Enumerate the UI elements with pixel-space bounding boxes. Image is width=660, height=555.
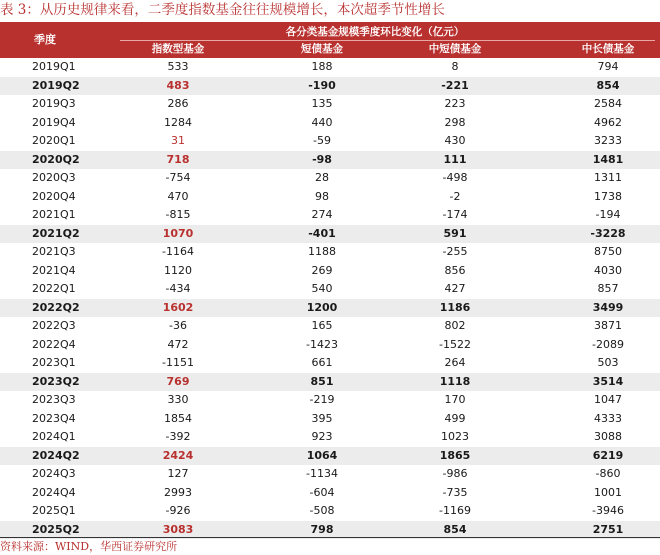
cell-short-bond: 269: [311, 263, 333, 277]
cell-index-fund: 286: [167, 97, 189, 110]
cell-quarter: 2021Q3: [32, 245, 76, 258]
cell-mid-short-bond: 802: [444, 319, 466, 332]
header-col-mid-long-bond: 中长债基金: [581, 43, 635, 55]
table-row: [0, 447, 660, 466]
header-col-short-bond: 短债基金: [301, 43, 343, 55]
cell-quarter: 2021Q4: [32, 263, 76, 277]
cell-mid-short-bond: -498: [442, 171, 468, 184]
cell-index-fund: -926: [165, 504, 191, 517]
cell-quarter: 2023Q3: [32, 393, 76, 406]
cell-short-bond: 661: [311, 356, 333, 369]
cell-quarter: 2022Q4: [32, 337, 76, 351]
cell-index-fund: 483: [166, 78, 190, 92]
cell-mid-long-bond: -3946: [592, 504, 624, 517]
cell-short-bond: -508: [309, 504, 335, 517]
cell-index-fund: 470: [167, 189, 189, 203]
cell-quarter: 2021Q1: [32, 208, 76, 221]
table-row: [0, 465, 660, 484]
cell-index-fund: 1070: [162, 226, 194, 240]
cell-mid-short-bond: -1169: [439, 504, 471, 517]
cell-index-fund: 330: [167, 393, 189, 406]
table-row: [0, 317, 660, 336]
table-title: 表 3：从历史规律来看，二季度指数基金往往规模增长，本次超季节性增长: [0, 2, 445, 18]
cell-mid-long-bond: 3871: [594, 319, 622, 332]
cell-quarter: 2020Q1: [32, 134, 76, 147]
cell-mid-long-bond: -3228: [590, 226, 626, 240]
cell-mid-short-bond: 1186: [439, 300, 471, 314]
cell-mid-short-bond: -735: [442, 485, 468, 499]
cell-quarter: 2023Q2: [32, 374, 80, 388]
cell-index-fund: 718: [166, 152, 190, 166]
source-note: 资料来源：WIND，华西证券研究所: [0, 540, 178, 553]
cell-mid-short-bond: 591: [443, 226, 467, 240]
cell-mid-long-bond: 4333: [594, 411, 622, 425]
cell-short-bond: 1200: [306, 300, 338, 314]
cell-index-fund: 31: [171, 134, 185, 147]
table-row: [0, 95, 660, 114]
table-row: [0, 262, 660, 281]
cell-short-bond: 188: [311, 60, 333, 73]
cell-quarter: 2020Q3: [32, 171, 76, 184]
cell-index-fund: 1854: [164, 411, 192, 425]
cell-index-fund: 1120: [164, 263, 192, 277]
table-row: [0, 373, 660, 392]
cell-quarter: 2022Q3: [32, 319, 76, 332]
cell-quarter: 2019Q4: [32, 115, 76, 129]
cell-mid-short-bond: 1118: [439, 374, 471, 388]
cell-mid-long-bond: 3233: [594, 134, 622, 147]
cell-short-bond: -59: [313, 134, 331, 147]
cell-mid-short-bond: 1865: [439, 448, 471, 462]
cell-index-fund: -1164: [162, 245, 194, 258]
table-row: [0, 391, 660, 410]
table-row: [0, 336, 660, 355]
header-group: 各分类基金规模季度环比变化（亿元）: [285, 26, 465, 38]
cell-mid-long-bond: 854: [596, 78, 620, 92]
cell-mid-short-bond: 854: [443, 522, 467, 536]
cell-index-fund: -434: [165, 282, 191, 295]
cell-index-fund: -36: [169, 319, 187, 332]
cell-index-fund: 3083: [162, 522, 194, 536]
cell-index-fund: -392: [165, 430, 191, 443]
cell-short-bond: 1188: [308, 245, 336, 258]
cell-mid-long-bond: 2751: [592, 522, 624, 536]
table-row: [0, 132, 660, 151]
cell-mid-short-bond: -2: [449, 189, 461, 203]
cell-quarter: 2023Q1: [32, 356, 76, 369]
table-row: [0, 188, 660, 207]
cell-quarter: 2024Q3: [32, 467, 76, 480]
cell-index-fund: 1284: [164, 115, 192, 129]
cell-short-bond: -401: [308, 226, 336, 240]
cell-short-bond: -98: [312, 152, 332, 166]
cell-quarter: 2022Q1: [32, 282, 76, 295]
table-row: [0, 280, 660, 299]
cell-mid-short-bond: 430: [444, 134, 466, 147]
cell-quarter: 2019Q1: [32, 60, 76, 73]
cell-mid-long-bond: 2584: [594, 97, 622, 110]
cell-short-bond: 28: [315, 171, 329, 184]
table-row: [0, 428, 660, 447]
cell-mid-long-bond: 794: [597, 60, 619, 73]
cell-mid-short-bond: 427: [444, 282, 466, 295]
cell-short-bond: -1423: [306, 337, 338, 351]
cell-mid-long-bond: -860: [595, 467, 621, 480]
table-row: [0, 114, 660, 133]
cell-quarter: 2019Q2: [32, 78, 80, 92]
cell-mid-short-bond: -1522: [439, 337, 471, 351]
cell-index-fund: 472: [167, 337, 189, 351]
table-row: [0, 58, 660, 77]
table-header: [0, 22, 660, 58]
cell-mid-short-bond: -255: [442, 245, 468, 258]
cell-mid-long-bond: 3514: [592, 374, 624, 388]
cell-mid-short-bond: 111: [443, 152, 467, 166]
cell-short-bond: -604: [309, 485, 335, 499]
cell-short-bond: 274: [311, 208, 333, 221]
table-body: [0, 58, 660, 539]
cell-mid-short-bond: -221: [441, 78, 469, 92]
cell-short-bond: 165: [311, 319, 333, 332]
table-row: [0, 410, 660, 429]
cell-index-fund: -815: [165, 208, 191, 221]
table-row: [0, 206, 660, 225]
cell-mid-short-bond: 499: [444, 411, 466, 425]
cell-mid-short-bond: 170: [444, 393, 466, 406]
table-row: [0, 354, 660, 373]
header-col-mid-short-bond: 中短债基金: [428, 43, 482, 55]
cell-mid-long-bond: 1311: [594, 171, 622, 184]
cell-quarter: 2025Q1: [32, 504, 76, 517]
cell-short-bond: 798: [310, 522, 334, 536]
cell-mid-short-bond: -174: [442, 208, 468, 221]
cell-index-fund: 1602: [162, 300, 194, 314]
cell-short-bond: -190: [308, 78, 336, 92]
cell-mid-long-bond: 4030: [594, 263, 622, 277]
cell-index-fund: 127: [167, 467, 189, 480]
cell-mid-long-bond: 6219: [592, 448, 624, 462]
cell-quarter: 2024Q4: [32, 485, 76, 499]
table-row: [0, 299, 660, 318]
cell-short-bond: 851: [310, 374, 334, 388]
cell-quarter: 2019Q3: [32, 97, 76, 110]
cell-quarter: 2020Q4: [32, 189, 76, 203]
cell-mid-short-bond: 223: [444, 97, 466, 110]
cell-index-fund: -1151: [162, 356, 194, 369]
cell-quarter: 2021Q2: [32, 226, 80, 240]
cell-mid-short-bond: 1023: [441, 430, 469, 443]
cell-mid-long-bond: 503: [597, 356, 619, 369]
cell-mid-long-bond: 3088: [594, 430, 622, 443]
cell-index-fund: -754: [165, 171, 191, 184]
cell-index-fund: 2424: [162, 448, 194, 462]
cell-mid-short-bond: 8: [451, 60, 459, 73]
cell-quarter: 2023Q4: [32, 411, 76, 425]
header-col-index-fund: 指数型基金: [151, 43, 205, 55]
cell-short-bond: 1064: [306, 448, 338, 462]
cell-quarter: 2024Q2: [32, 448, 80, 462]
table-row: [0, 169, 660, 188]
cell-mid-short-bond: 264: [444, 356, 466, 369]
cell-mid-long-bond: 1047: [594, 393, 622, 406]
cell-mid-long-bond: -194: [595, 208, 621, 221]
table-row: [0, 243, 660, 262]
cell-index-fund: 2993: [164, 485, 192, 499]
cell-mid-long-bond: 1738: [594, 189, 622, 203]
cell-quarter: 2025Q2: [32, 522, 80, 536]
table-row: [0, 151, 660, 170]
cell-mid-long-bond: 8750: [594, 245, 622, 258]
cell-mid-short-bond: 856: [444, 263, 466, 277]
cell-quarter: 2022Q2: [32, 300, 80, 314]
cell-mid-long-bond: 1001: [594, 485, 622, 499]
table-row: [0, 484, 660, 503]
cell-short-bond: 540: [311, 282, 333, 295]
cell-mid-long-bond: 1481: [592, 152, 624, 166]
cell-quarter: 2024Q1: [32, 430, 76, 443]
table-row: [0, 77, 660, 96]
cell-index-fund: 533: [167, 60, 189, 73]
cell-index-fund: 769: [166, 374, 190, 388]
cell-mid-long-bond: 4962: [594, 115, 622, 129]
table-row: [0, 225, 660, 244]
cell-short-bond: 135: [311, 97, 333, 110]
cell-short-bond: 98: [315, 189, 329, 203]
table-row: [0, 502, 660, 521]
cell-mid-short-bond: -986: [442, 467, 468, 480]
cell-short-bond: 395: [311, 411, 333, 425]
cell-mid-long-bond: 3499: [592, 300, 624, 314]
cell-short-bond: -219: [309, 393, 335, 406]
cell-short-bond: -1134: [306, 467, 338, 480]
cell-mid-long-bond: 857: [597, 282, 619, 295]
header-quarter: 季度: [34, 33, 56, 46]
cell-short-bond: 923: [311, 430, 333, 443]
cell-mid-long-bond: -2089: [592, 337, 624, 351]
cell-quarter: 2020Q2: [32, 152, 80, 166]
cell-short-bond: 440: [311, 115, 333, 129]
cell-mid-short-bond: 298: [444, 115, 466, 129]
